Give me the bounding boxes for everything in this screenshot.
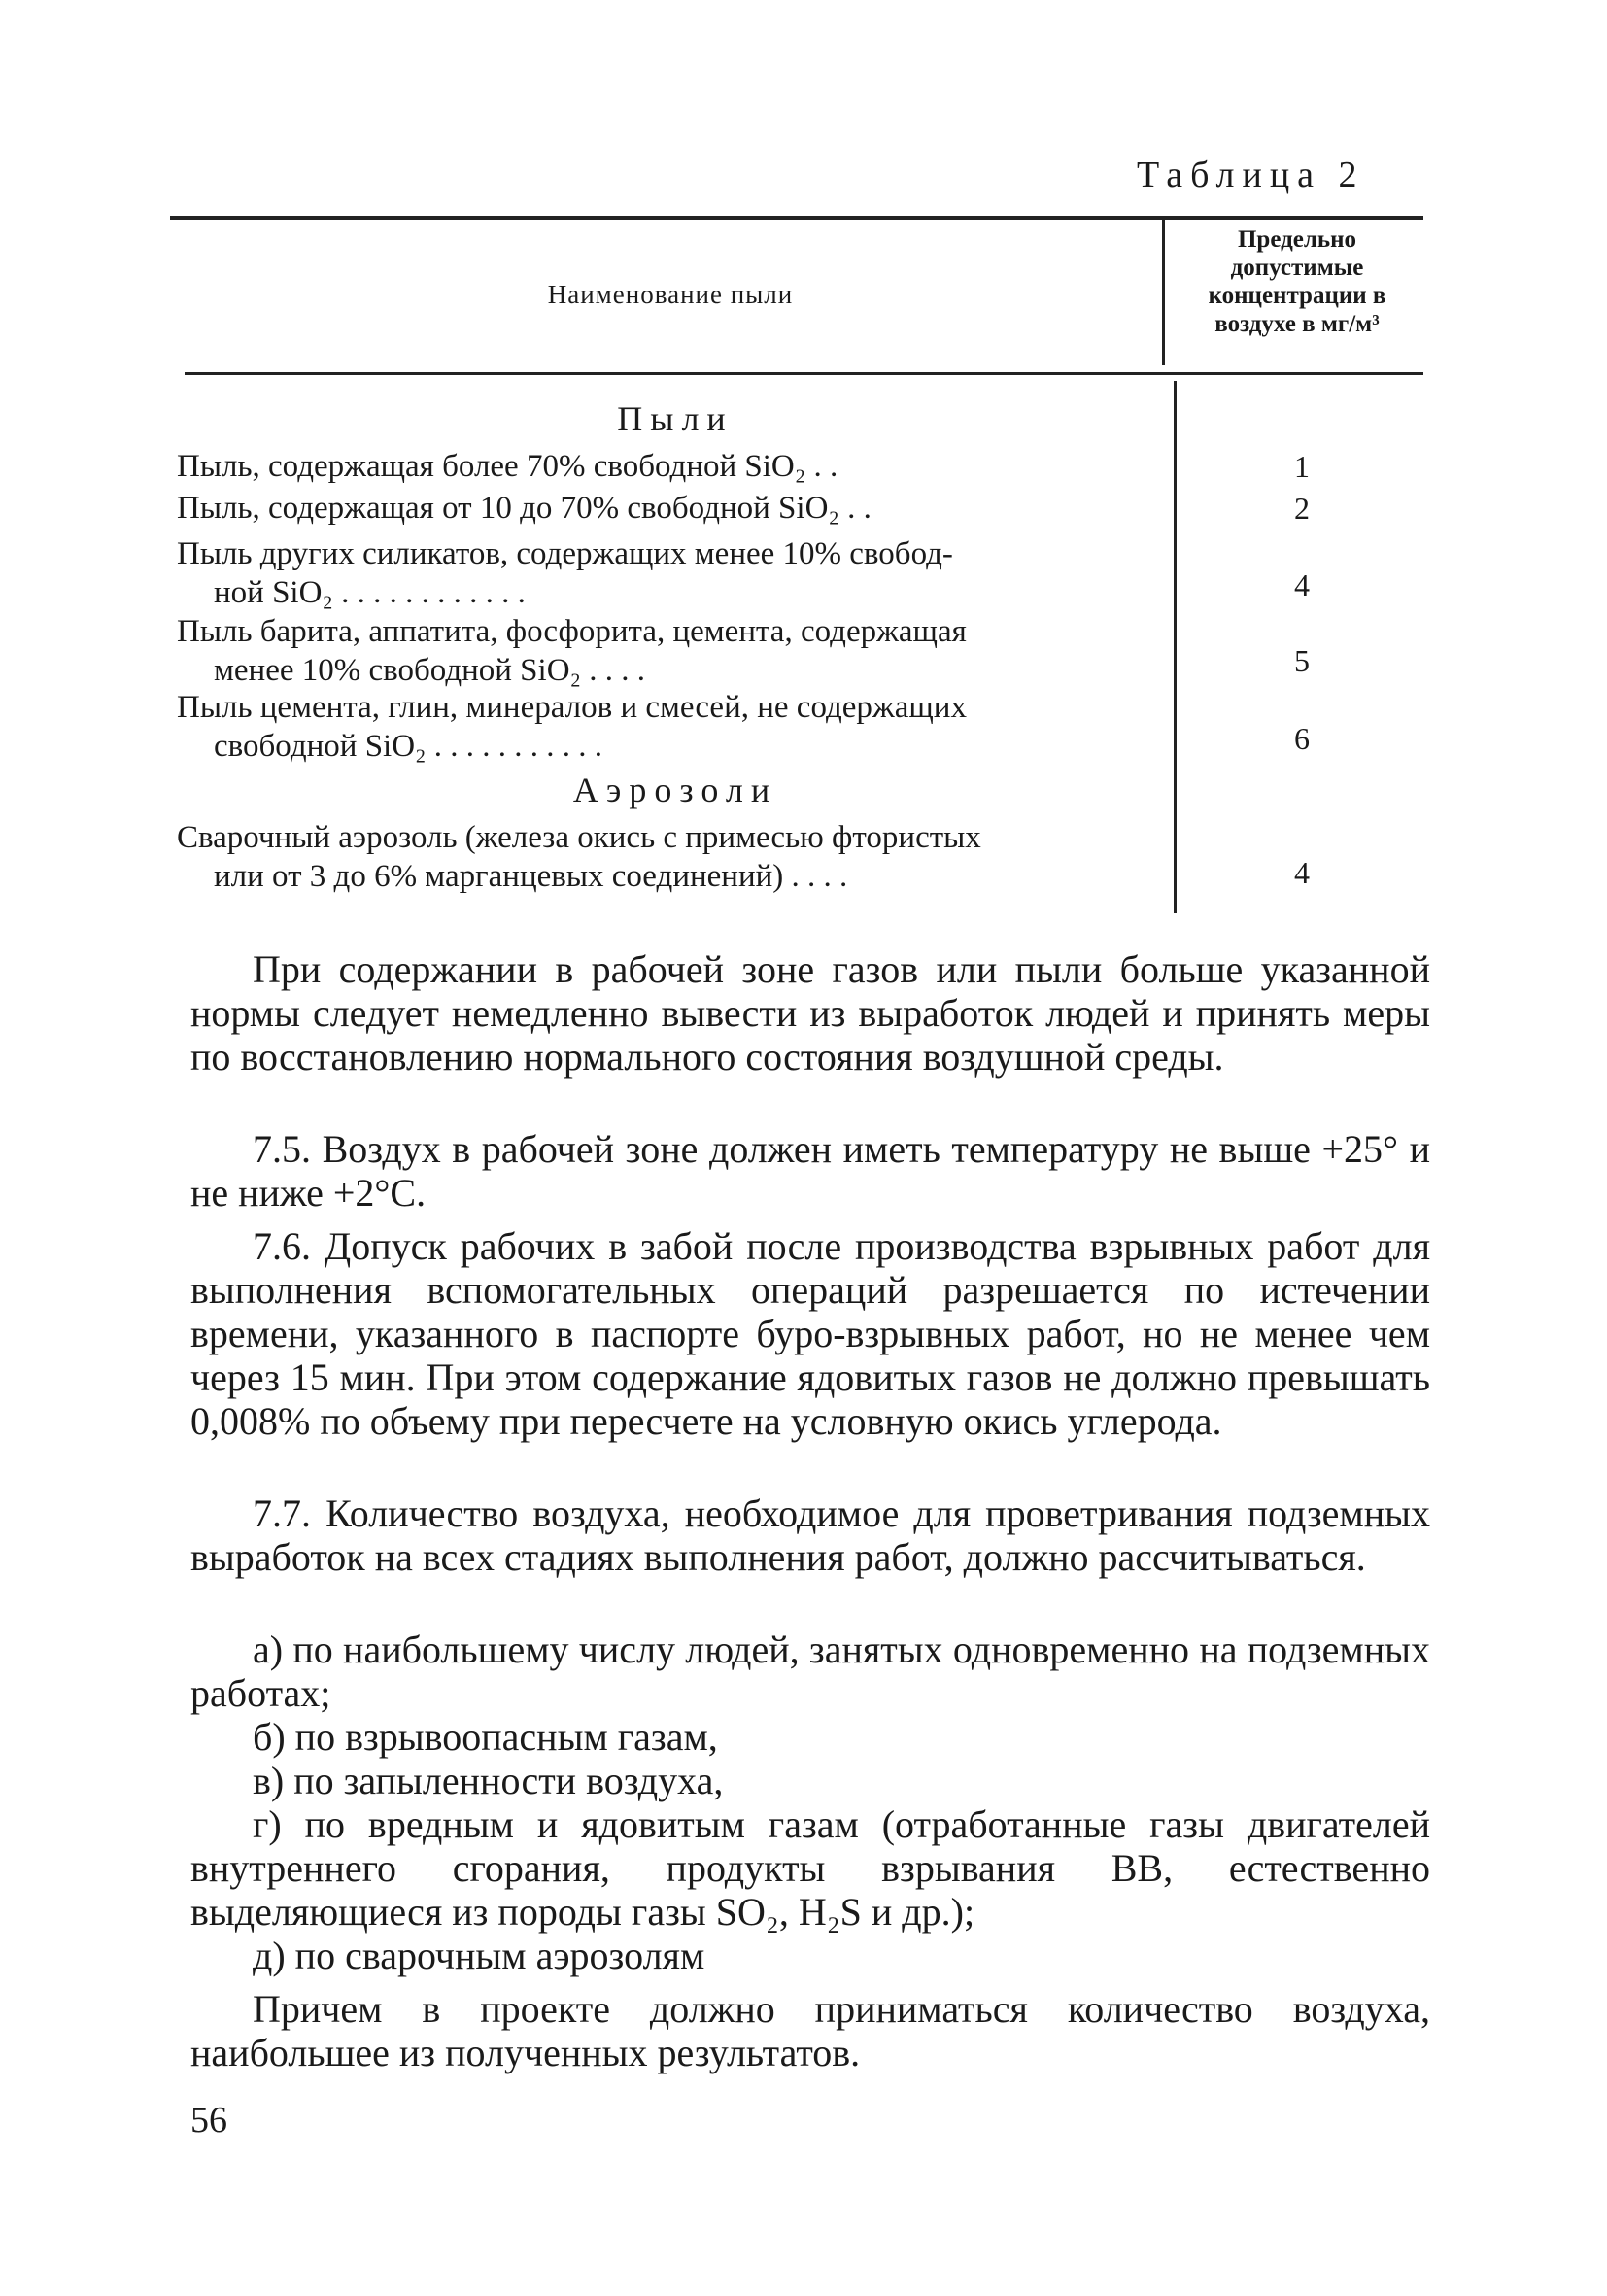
list-item-b: б) по взрывоопасным газам, [253, 1715, 718, 1759]
row-name-continued: свободной SiO₂ . . . . . . . . . . . [214, 729, 603, 764]
row-name: Пыль, содержащая более 70% свободной SiO₂ . . [177, 449, 838, 484]
paragraph-7-6: 7.6. Допуск рабочих в забой после производства взрывных работ для выполнения вспомогательных операций разрешается по истечении времени, указанного в паспорте буро-взрывных работ, но не менее чем через 15 мин. При этом содержание ядовитых газов не должно превышать 0,008% по объему при пересчете на условную окись углерода. [190, 1224, 1430, 1443]
table-caption: Таблица 2 [1137, 154, 1365, 195]
paragraph: При содержании в рабочей зоне газов или пыли больше указанной нормы следует немедленно вывести из выработок людей и принять меры по восстановлению нормального состояния воздушной среды. [190, 947, 1430, 1079]
list-item-d: г) по вредным и ядовитым газам (отработанные газы двигателей внутреннего сгорания, продукты взрывания ВВ, естественно выделяющиеся из породы газы SO₂, H₂S и др.); [190, 1802, 1430, 1934]
row-value: 6 [1294, 721, 1310, 756]
row-name: Пыль других силикатов, содержащих менее 10% свобод- [177, 536, 953, 571]
table-row [177, 688, 1153, 766]
row-name: Пыль, содержащая от 10 до 70% свободной SiO₂ . . [177, 491, 872, 526]
table-body-divider [1174, 381, 1177, 913]
paragraph-7-5: 7.5. Воздух в рабочей зоне должен иметь температуру не выше +25° и не ниже +2°С. [190, 1127, 1430, 1215]
row-name-continued: ной SiO₂ . . . . . . . . . . . . [214, 575, 526, 610]
column-header-name: Наименование пыли [547, 280, 794, 309]
row-value: 4 [1294, 855, 1310, 890]
section-title-dust: Пыли [617, 399, 734, 438]
page-number: 56 [190, 2100, 227, 2141]
row-name: Пыль цемента, глин, минералов и смесей, не содержащих [177, 690, 967, 725]
column-header-limit: Предельно допустимые концентрации в воздухе в мг/м³ [1208, 226, 1386, 337]
table-row [177, 447, 1153, 486]
row-name-continued: или от 3 до 6% марганцевых соединений) . . . . [214, 859, 848, 894]
list-item-a: а) по наибольшему числу людей, занятых одновременно на подземных работах; [190, 1628, 1430, 1715]
table-top-rule [170, 216, 1423, 220]
table-row [177, 489, 1153, 528]
row-name: Сварочный аэрозоль (железа окись с примесью фтористых [177, 820, 981, 855]
row-name-continued: менее 10% свободной SiO₂ . . . . [214, 653, 646, 688]
row-value: 5 [1294, 643, 1310, 678]
table-header-divider [1162, 220, 1165, 365]
row-value: 4 [1294, 567, 1310, 602]
row-name: Пыль барита, аппатита, фосфорита, цемента, содержащая [177, 614, 967, 649]
row-value: 2 [1294, 491, 1310, 526]
table-header-rule [185, 372, 1423, 375]
table-row [177, 612, 1153, 690]
row-value: 1 [1294, 449, 1310, 484]
list-item-e: д) по сварочным аэрозолям [253, 1934, 705, 1977]
table-row [177, 534, 1153, 612]
paragraph-7-7: 7.7. Количество воздуха, необходимое для проветривания подземных выработок на всех стадиях выполнения работ, должно рассчитываться. [190, 1491, 1430, 1579]
list-item-c: в) по запыленности воздуха, [253, 1759, 724, 1802]
section-title-aerosols: Аэрозоли [572, 771, 778, 809]
paragraph-conclusion: Причем в проекте должно приниматься количество воздуха, наибольшее из полученных результатов. [190, 1987, 1430, 2074]
table-row [177, 818, 1153, 896]
